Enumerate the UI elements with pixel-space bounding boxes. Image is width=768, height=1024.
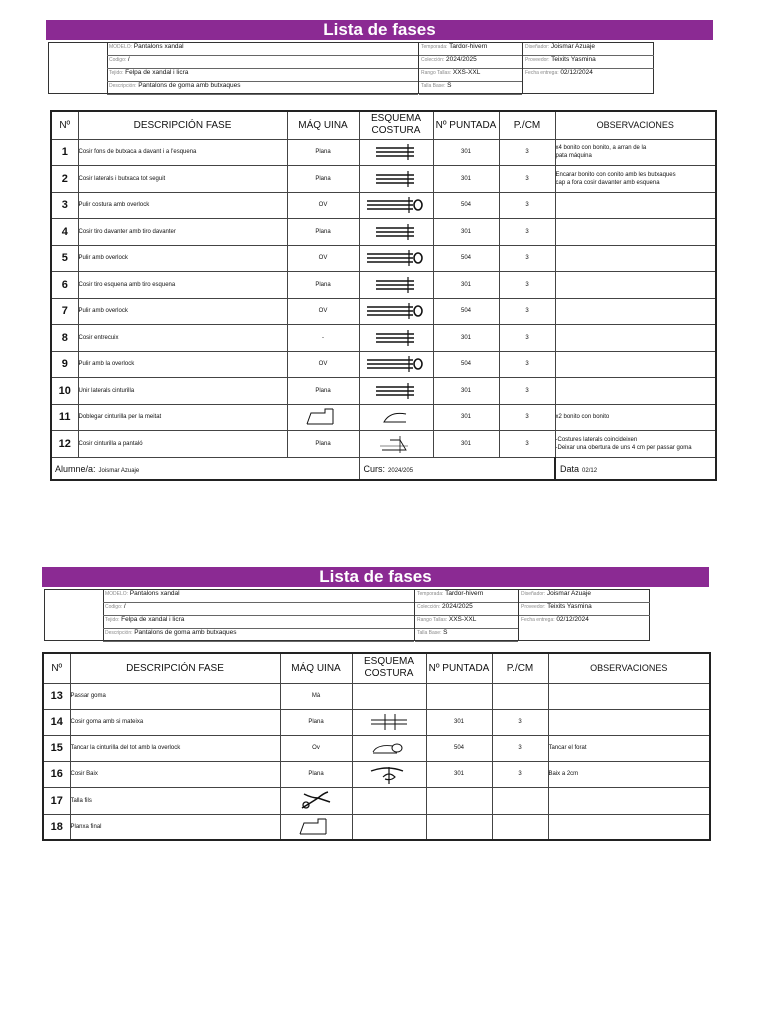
phase-row <box>43 814 710 840</box>
phase-description: Cosir fons de butxaca a davant i a l'esquena <box>78 139 287 166</box>
phase-description: Unir laterals cinturilla <box>78 378 287 405</box>
modelo-label: MODELO: <box>105 591 129 597</box>
phase-description: Planxa final <box>70 814 280 840</box>
header-desc: DESCRIPCIÓN FASE <box>78 111 287 139</box>
codigo-value: / <box>127 56 130 63</box>
stitches-per-cm-cell: 3 <box>499 139 555 166</box>
temporada-value: Tardor-hivern <box>445 590 484 597</box>
proveedor-label: Proveedor: <box>521 604 546 610</box>
stitches-per-cm-cell: 3 <box>499 404 555 431</box>
talla-label: Talla Base: <box>421 83 446 89</box>
phase-number: 11 <box>51 404 78 431</box>
seam-schema-cell <box>359 298 433 325</box>
footer-student <box>51 457 359 480</box>
header-desc: DESCRIPCIÓN FASE <box>70 653 280 683</box>
phase-number: 7 <box>51 298 78 325</box>
machine-cell: Ov <box>280 735 352 761</box>
header-num: Nº <box>51 111 78 139</box>
machine-cell: Plana <box>287 166 359 193</box>
descripcion-label: Descripción: <box>109 83 137 89</box>
phase-number: 3 <box>51 192 78 219</box>
phase-number: 17 <box>43 787 70 814</box>
straight-stitch-schema-icon <box>372 170 420 188</box>
overlock-schema-icon <box>365 355 427 373</box>
straight-stitch-schema-icon <box>372 276 420 294</box>
hem-schema-icon <box>367 763 411 785</box>
stitches-per-cm-cell: 3 <box>499 325 555 352</box>
machine-cell: Plana <box>287 139 359 166</box>
phase-number: 4 <box>51 219 78 246</box>
proveedor-value: Teixits Yasmina <box>551 56 596 63</box>
stitch-type-cell: 301 <box>433 219 499 246</box>
iron-press-icon <box>303 405 343 427</box>
header-pcm: P./CM <box>492 653 548 683</box>
stitches-per-cm-cell: 3 <box>499 431 555 458</box>
tejido-value: Felpa de xandal i licra <box>121 616 185 623</box>
stitches-per-cm-cell: 3 <box>499 378 555 405</box>
straight-stitch-schema-icon <box>372 382 420 400</box>
rango-value: XXS-XXL <box>448 616 477 623</box>
talla-value: S <box>443 629 448 636</box>
disenador-label: Diseñador: <box>525 44 550 50</box>
data-label: Data <box>560 464 580 475</box>
phase-description: Pulir amb overlock <box>78 245 287 272</box>
codigo-value: / <box>123 603 126 610</box>
seam-schema-cell <box>359 431 433 458</box>
rango-value: XXS-XXL <box>452 69 481 76</box>
phase-description: Cosir goma amb si mateixa <box>70 709 280 735</box>
seam-schema-cell <box>352 761 426 787</box>
garment-info-box-2 <box>44 589 650 641</box>
phase-description: Talla fils <box>70 787 280 814</box>
machine-cell: Plana <box>287 378 359 405</box>
seam-schema-cell <box>352 787 426 814</box>
seam-schema-cell <box>359 166 433 193</box>
header-obs: OBSERVACIONES <box>548 653 710 683</box>
stitches-per-cm-cell: 3 <box>499 351 555 378</box>
machine-cell: OV <box>287 351 359 378</box>
header-num: Nº <box>43 653 70 683</box>
observation-line-1: -Costures laterals coincideixen <box>555 436 638 443</box>
descripcion-value: Pantalons de goma amb butxaques <box>134 629 237 636</box>
stitch-type-cell: 301 <box>433 431 499 458</box>
observations-cell <box>548 787 710 814</box>
phase-description: Pulir amb la overlock <box>78 351 287 378</box>
phase-number: 1 <box>51 139 78 166</box>
stitch-type-cell: 301 <box>433 378 499 405</box>
phase-number: 13 <box>43 683 70 709</box>
zigzag-join-schema-icon <box>367 712 411 732</box>
fold-schema-icon <box>376 408 416 426</box>
observations-cell <box>548 709 710 735</box>
stitches-per-cm-cell <box>492 683 548 709</box>
header-pcm: P./CM <box>499 111 555 139</box>
phase-number: 16 <box>43 761 70 787</box>
rango-label: Rango Tallas: <box>421 70 452 76</box>
observations-cell <box>555 325 716 352</box>
stitches-per-cm-cell: 3 <box>492 761 548 787</box>
proveedor-label: Proveedor: <box>525 57 550 63</box>
proveedor-value: Teixits Yasmina <box>547 603 592 610</box>
observations-cell <box>548 761 710 787</box>
fecha-label: Fecha entrega: <box>521 617 555 623</box>
stitches-per-cm-cell: 3 <box>499 219 555 246</box>
observation-line-1: Encarar bonito con conito amb les butxaques <box>555 171 676 178</box>
phase-row <box>43 787 710 814</box>
stitch-type-cell: 301 <box>433 139 499 166</box>
machine-cell: - <box>287 325 359 352</box>
observation-line-2: cap a fora cosir davanter amb esquena <box>555 179 660 186</box>
phase-number: 5 <box>51 245 78 272</box>
phase-description: Tancar la cinturilla del tot amb la overlock <box>70 735 280 761</box>
header-schema-line2: COSTURA <box>364 668 414 680</box>
fecha-value: 02/12/2024 <box>560 69 593 76</box>
machine-cell: OV <box>287 245 359 272</box>
modelo-label: MODELO: <box>109 44 133 50</box>
coleccion-value: 2024/2025 <box>442 603 473 610</box>
footer-course <box>359 457 555 480</box>
seam-schema-cell <box>352 814 426 840</box>
phase-description: Cosir entrecuix <box>78 325 287 352</box>
observation-line-1: Baix a 2cm <box>548 771 579 777</box>
stitches-per-cm-cell: 3 <box>492 709 548 735</box>
seam-schema-cell <box>359 219 433 246</box>
seam-schema-cell <box>359 192 433 219</box>
page-title-2: Lista de fases <box>42 567 709 587</box>
seam-schema-cell <box>352 735 426 761</box>
waistband-schema-icon <box>376 434 416 454</box>
descripcion-value: Pantalons de goma amb butxaques <box>138 82 241 89</box>
machine-cell: Plana <box>287 219 359 246</box>
straight-stitch-schema-icon <box>372 329 420 347</box>
header-obs: OBSERVACIONES <box>555 111 716 139</box>
phase-row <box>51 245 716 272</box>
observations-cell <box>555 298 716 325</box>
observation-line-1: x2 bonito con bonito <box>555 414 610 421</box>
observation-line-2: pata máquina <box>555 153 592 160</box>
stitch-type-cell: 504 <box>433 351 499 378</box>
tejido-label: Tejido: <box>109 70 124 76</box>
fecha-value: 02/12/2024 <box>556 616 589 623</box>
stitch-type-cell: 301 <box>433 404 499 431</box>
disenador-value: Joismar Azuaje <box>546 590 591 597</box>
rango-label: Rango Tallas: <box>417 617 448 623</box>
stitch-type-cell: 504 <box>433 192 499 219</box>
seam-schema-cell <box>359 351 433 378</box>
stitches-per-cm-cell: 3 <box>499 298 555 325</box>
observations-cell <box>555 219 716 246</box>
phase-row <box>51 272 716 299</box>
stitch-type-cell: 301 <box>426 761 492 787</box>
phase-number: 15 <box>43 735 70 761</box>
observations-cell <box>555 272 716 299</box>
header-schema-line1: ESQUEMA <box>363 656 414 668</box>
phase-description: Cosir Baix <box>70 761 280 787</box>
stitches-per-cm-cell <box>492 787 548 814</box>
fecha-label: Fecha entrega: <box>525 70 559 76</box>
phase-row <box>51 219 716 246</box>
seam-schema-cell <box>359 245 433 272</box>
observations-cell <box>555 351 716 378</box>
observations-cell <box>555 378 716 405</box>
phase-number: 6 <box>51 272 78 299</box>
phase-number: 10 <box>51 378 78 405</box>
seam-schema-cell <box>359 325 433 352</box>
stitch-type-cell <box>426 787 492 814</box>
phase-row <box>51 378 716 405</box>
header-stitch: Nº PUNTADA <box>433 111 499 139</box>
phase-number: 8 <box>51 325 78 352</box>
alumne-value: Joismar Azuaje <box>98 468 140 475</box>
phase-description: Passar goma <box>70 683 280 709</box>
stitch-type-cell <box>426 683 492 709</box>
phase-row <box>51 298 716 325</box>
header-machine: MÁQ UINA <box>280 653 352 683</box>
phase-row <box>43 735 710 761</box>
phases-table-2 <box>42 652 711 841</box>
overlock-schema-icon <box>365 249 427 267</box>
observations-cell <box>555 192 716 219</box>
header-schema <box>352 653 426 683</box>
observations-cell <box>548 814 710 840</box>
phase-number: 2 <box>51 166 78 193</box>
disenador-label: Diseñador: <box>521 591 546 597</box>
header-machine: MÁQ UINA <box>287 111 359 139</box>
iron-press-icon <box>296 815 336 837</box>
phase-number: 14 <box>43 709 70 735</box>
stitches-per-cm-cell <box>492 814 548 840</box>
observations-cell <box>555 139 716 166</box>
observations-cell <box>548 735 710 761</box>
overlock-schema-icon <box>365 302 427 320</box>
phase-description: Doblegar cinturilla per la meitat <box>78 404 287 431</box>
coleccion-label: Colección: <box>421 57 445 63</box>
machine-cell <box>287 404 359 431</box>
footer-date <box>555 457 716 480</box>
machine-cell: Plana <box>287 272 359 299</box>
stitch-type-cell: 301 <box>433 166 499 193</box>
phase-row <box>51 325 716 352</box>
machine-cell: Plana <box>280 709 352 735</box>
phase-description: Cosir tiro esquena amb tiro esquena <box>78 272 287 299</box>
observation-line-2: -Deixar una obertura de uns 4 cm per passar goma <box>555 444 692 451</box>
coleccion-label: Colección: <box>417 604 441 610</box>
tejido-label: Tejido: <box>105 617 120 623</box>
scissors-icon <box>296 788 336 812</box>
overlock-loop-schema-icon <box>367 738 411 758</box>
straight-stitch-schema-icon <box>372 223 420 241</box>
seam-schema-cell <box>359 272 433 299</box>
phase-description: Pulir amb overlock <box>78 298 287 325</box>
seam-schema-cell <box>359 378 433 405</box>
machine-cell: OV <box>287 298 359 325</box>
observations-cell <box>555 166 716 193</box>
observations-cell <box>555 431 716 458</box>
phase-description: Cosir tiro davanter amb tiro davanter <box>78 219 287 246</box>
stitch-type-cell: 504 <box>426 735 492 761</box>
header-schema <box>359 111 433 139</box>
talla-value: S <box>447 82 452 89</box>
seam-schema-cell <box>352 709 426 735</box>
alumne-label: Alumne/a: <box>55 464 96 475</box>
codigo-label: Codigo: <box>109 57 127 63</box>
phase-row <box>43 761 710 787</box>
observation-line-1: x4 bonito con bonito, a arran de la <box>555 145 647 152</box>
talla-label: Talla Base: <box>417 630 442 636</box>
stitches-per-cm-cell: 3 <box>499 166 555 193</box>
phase-row <box>51 192 716 219</box>
straight-stitch-schema-icon <box>372 143 420 161</box>
temporada-label: Temporada: <box>417 591 444 597</box>
data-value: 02/12 <box>582 468 598 475</box>
temporada-value: Tardor-hivern <box>449 43 488 50</box>
garment-info-box <box>48 42 654 94</box>
temporada-label: Temporada: <box>421 44 448 50</box>
machine-cell <box>280 787 352 814</box>
header-schema-line1: ESQUEMA <box>370 113 421 125</box>
phase-row <box>51 431 716 458</box>
machine-cell: Mà <box>280 683 352 709</box>
codigo-label: Codigo: <box>105 604 123 610</box>
stitches-per-cm-cell: 3 <box>499 192 555 219</box>
seam-schema-cell <box>352 683 426 709</box>
header-schema-line2: COSTURA <box>371 125 421 137</box>
observations-cell <box>548 683 710 709</box>
phase-description: Cosir laterals i butxaca tot seguit <box>78 166 287 193</box>
machine-cell: Plana <box>287 431 359 458</box>
machine-cell <box>280 814 352 840</box>
modelo-value: Pantalons xandal <box>129 590 180 597</box>
phase-row <box>43 709 710 735</box>
stitch-type-cell <box>426 814 492 840</box>
disenador-value: Joismar Azuaje <box>550 43 595 50</box>
seam-schema-cell <box>359 404 433 431</box>
stitch-type-cell: 301 <box>426 709 492 735</box>
page-title: Lista de fases <box>46 20 713 40</box>
tejido-value: Felpa de xandal i licra <box>125 69 189 76</box>
phase-description: Cosir cinturilla a pantaló <box>78 431 287 458</box>
stitch-type-cell: 301 <box>433 272 499 299</box>
phase-row <box>51 166 716 193</box>
phase-row <box>51 404 716 431</box>
overlock-schema-icon <box>365 196 427 214</box>
phase-description: Pulir costura amb overlock <box>78 192 287 219</box>
stitch-type-cell: 504 <box>433 298 499 325</box>
machine-cell: Plana <box>280 761 352 787</box>
observation-line-1: Tancar el forat <box>548 745 587 751</box>
descripcion-label: Descripción: <box>105 630 133 636</box>
modelo-value: Pantalons xandal <box>133 43 184 50</box>
stitch-type-cell: 301 <box>433 325 499 352</box>
seam-schema-cell <box>359 139 433 166</box>
curs-label: Curs: <box>363 464 386 475</box>
curs-value: 2024/205 <box>388 468 414 475</box>
machine-cell: OV <box>287 192 359 219</box>
stitch-type-cell: 504 <box>433 245 499 272</box>
phase-row <box>43 683 710 709</box>
header-stitch: Nº PUNTADA <box>426 653 492 683</box>
phase-row <box>51 139 716 166</box>
phase-row <box>51 351 716 378</box>
phase-number: 9 <box>51 351 78 378</box>
stitches-per-cm-cell: 3 <box>492 735 548 761</box>
coleccion-value: 2024/2025 <box>446 56 477 63</box>
stitches-per-cm-cell: 3 <box>499 272 555 299</box>
phase-number: 12 <box>51 431 78 458</box>
phase-number: 18 <box>43 814 70 840</box>
phases-table <box>50 110 717 481</box>
stitches-per-cm-cell: 3 <box>499 245 555 272</box>
observations-cell <box>555 404 716 431</box>
observations-cell <box>555 245 716 272</box>
